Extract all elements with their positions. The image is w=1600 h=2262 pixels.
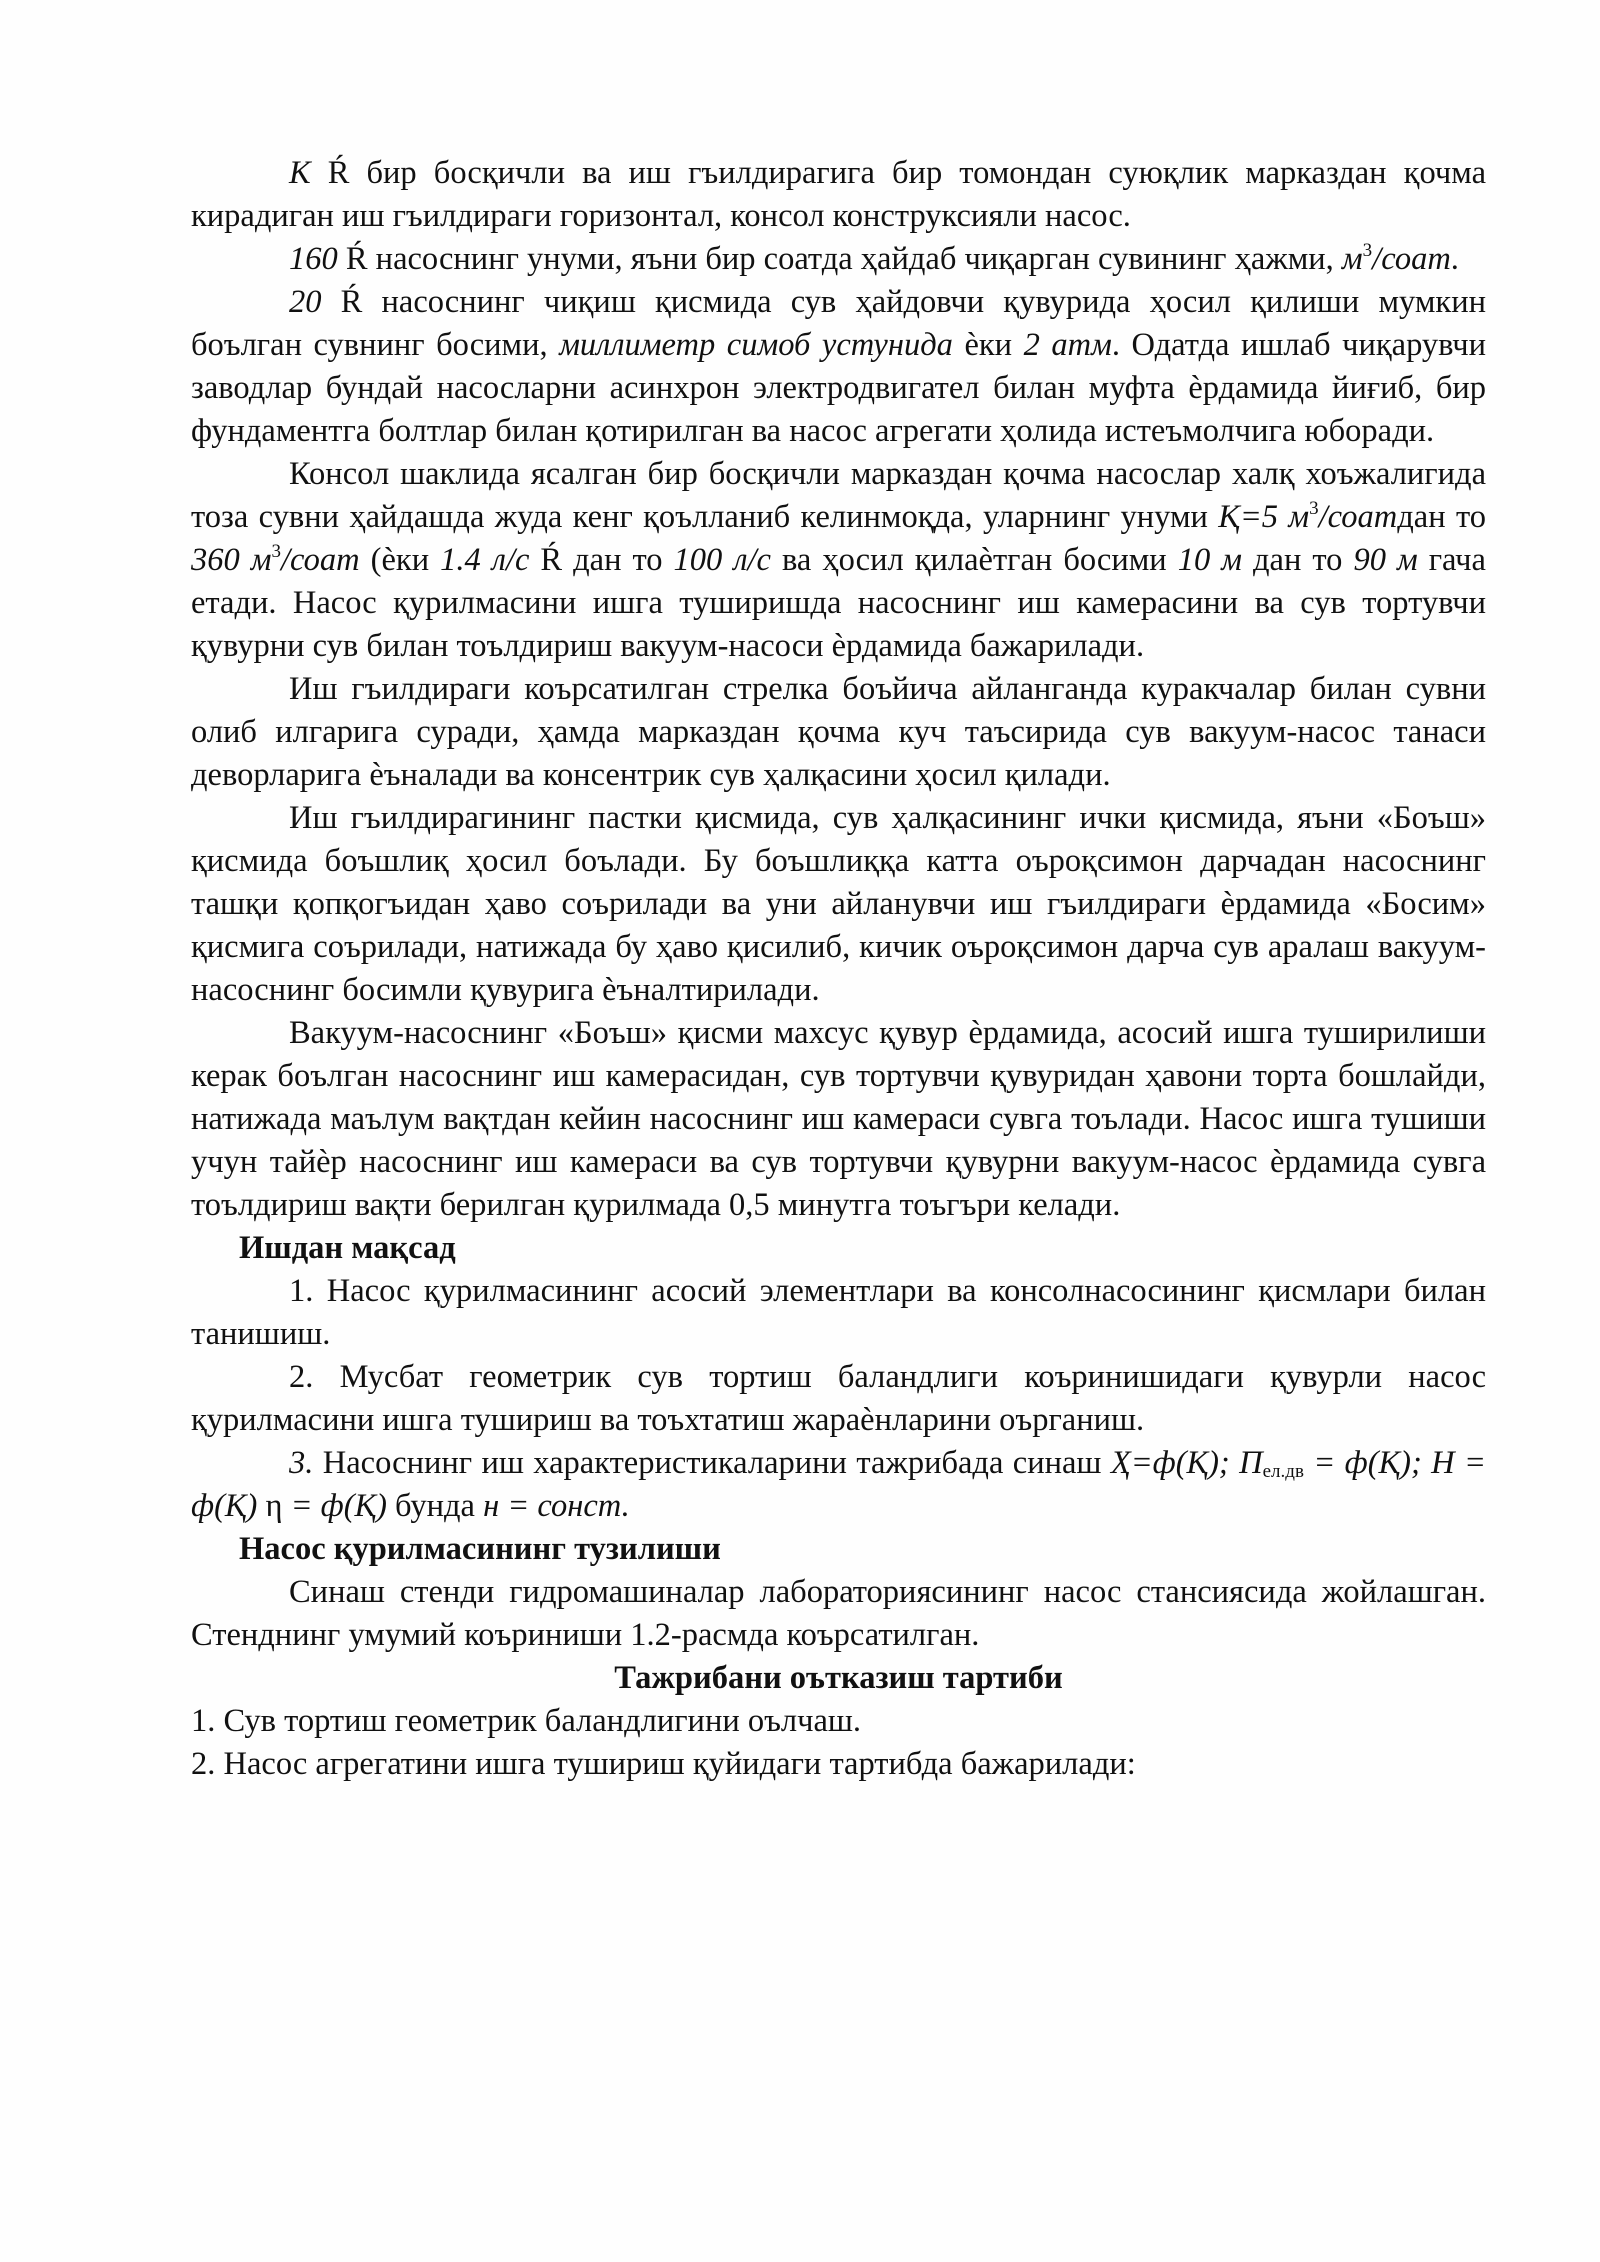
paragraph-text: (ѐки [359, 542, 441, 578]
paragraph-text: Ŕ насоснинг чиқиш қисмида сув ҳайдовчи қувурида ҳосил қилиши мумкин боълган сувнинг босими, [191, 284, 1486, 363]
formula-eta: η [257, 1488, 291, 1524]
list-item-3 [191, 1442, 1486, 1528]
term-k: К [289, 155, 311, 191]
italic-text: 100 л/с [673, 542, 771, 578]
paragraph-test-stand: Синаш стенди гидромашиналар лабораториясининг насос стансиясида жойлашган. Стенднинг умумий коъриниши 1.2-расмда коърсатилган. [191, 1574, 1486, 1653]
paragraph-pump-pressure [191, 281, 1486, 453]
formula: = ф(Қ) [290, 1488, 387, 1524]
paragraph-impeller-lower-part: Иш гъилдирагининг пастки қисмида, сув ҳалқасининг ички қисмида, яъни «Боъш» қисмида боъшлиқ ҳосил боълади. Бу боъшлиққа катта оъроқсимон дарчадан насоснинг ташқи қопқогъидан ҳаво соърилади ва уни айланувчи иш гъилдираги ѐрдамида «Босим» қисмига соърилади, натижада бу ҳаво қисилиб, кичик оъроқсимон дарча сув аралаш вакуум-насоснинг босимли қувурига ѐъналтирилади. [191, 800, 1486, 1008]
section-heading-structure: Насос қурилмасининг тузилиши [239, 1531, 721, 1567]
italic-text: 360 м [191, 542, 272, 578]
italic-text: Қ=5 м [1218, 499, 1310, 535]
paragraph-text: дан то [1397, 499, 1486, 535]
italic-text: /соат [281, 542, 360, 578]
paragraph-text: Ŕ насоснинг унуми, яъни бир соатда ҳайдаб чиқарган сувининг ҳажми, [337, 241, 1342, 277]
paragraph-text: Насоснинг иш характеристикаларини тажрибада синаш [313, 1445, 1111, 1481]
paragraph-pump-capacity [191, 238, 1486, 281]
italic-text: 10 м [1177, 542, 1242, 578]
superscript: 3 [271, 541, 282, 562]
formula: н = сонст. [483, 1488, 630, 1524]
paragraph-console-pumps [191, 453, 1486, 668]
unit-text: /соат [1372, 241, 1451, 277]
paragraph-text: ва ҳосил қилаѐтган босими [770, 542, 1178, 578]
paragraph-text: гача етади. Насос қурилмасини ишга туширишда насоснинг иш камерасини ва сув тортувчи қувурни сув билан тоълдириш вакуум-насоси ѐрдамида бажарилади. [191, 542, 1486, 664]
formula: Ҳ=ф(Қ); П [1110, 1445, 1263, 1481]
paragraph-text: . Одатда ишлаб чиқарувчи заводлар бундай насосларни асинхрон электродвигател билан муфта ѐрдамида йиғиб, бир фундаментга болтлар билан қотирилган ва насос агрегати ҳолида истеъмолчига юборади. [191, 327, 1486, 449]
italic-text: 1.4 л/с [440, 542, 530, 578]
term-160: 160 [289, 241, 338, 277]
paragraph-text: ѐки [952, 327, 1024, 363]
list-item-1: 1. Насос қурилмасининг асосий элементлари ва консолнасосининг қисмлари билан танишиш. [191, 1273, 1486, 1352]
superscript: 3 [1362, 240, 1373, 261]
list-item-2: 2. Мусбат геометрик сув тортиш баландлиги коъринишидаги қувурли насос қурилмасини ишга тушириш ва тоъхтатиш жараѐнларини оърганиш. [191, 1359, 1486, 1438]
italic-text: 2 атм [1023, 327, 1112, 363]
italic-text: миллиметр симоб устунида [559, 327, 953, 363]
paragraph-text: . [1450, 241, 1459, 277]
formula: = ф(Қ); Н = ф(Қ) [191, 1445, 1486, 1524]
italic-text: /соат [1318, 499, 1398, 535]
term-20: 20 [289, 284, 322, 320]
procedure-step-1: 1. Сув тортиш геометрик баландлигини оълчаш. [191, 1703, 862, 1739]
paragraph-text: Консол шаклида ясалган бир босқичли марказдан қочма насослар халқ хоъжалигида тоза сувни ҳайдашда жуда кенг қоълланиб келинмоқда, уларнинг унуми [191, 456, 1486, 535]
document-body [191, 152, 1486, 1786]
paragraph-text: дан то [1241, 542, 1354, 578]
superscript: 3 [1309, 498, 1319, 519]
unit-text: м [1341, 241, 1363, 277]
section-heading-goal: Ишдан мақсад [239, 1230, 456, 1266]
paragraph-text: Ŕ бир босқичли ва иш гъилдирагига бир томондан суюқлик марказдан қочма кирадиган иш гъилдираги горизонтал, консол конструксияли насос. [191, 155, 1486, 234]
paragraph-impeller-rotation: Иш гъилдираги коърсатилган стрелка боъйича айланганда куракчалар билан сувни олиб илгарига суради, ҳамда марказдан қочма куч таъсирида сув вакуум-насос танаси деворларига ѐъналади ва консентрик сув ҳалқасини ҳосил қилади. [191, 671, 1486, 793]
procedure-step-2: 2. Насос агрегатини ишга тушириш қуйидаги тартибда бажарилади: [191, 1746, 1136, 1782]
paragraph-vacuum-pump: Вакуум-насоснинг «Боъш» қисми махсус қувур ѐрдамида, асосий ишга туширилиши керак боълган насоснинг иш камерасидан, сув тортувчи қувуридан ҳавони торта бошлайди, натижада маълум вақтдан кейин насоснинг иш камераси сувга тоълади. Насос ишга тушиши учун тайѐр насоснинг иш камераси ва сув тортувчи қувурни вакуум-насос ѐрдамида сувга тоълдириш вақти берилган қурилмада 0,5 минутга тоъгъри келади. [191, 1015, 1486, 1223]
section-heading-procedure: Тажрибани оътказиш тартиби [614, 1660, 1063, 1696]
paragraph-text: бунда [386, 1488, 484, 1524]
paragraph-text: Ŕ дан то [529, 542, 674, 578]
italic-text: 90 м [1353, 542, 1418, 578]
subscript: ел.дв [1262, 1461, 1304, 1482]
paragraph-pump-designation [191, 152, 1486, 238]
list-number: 3. [289, 1445, 314, 1481]
